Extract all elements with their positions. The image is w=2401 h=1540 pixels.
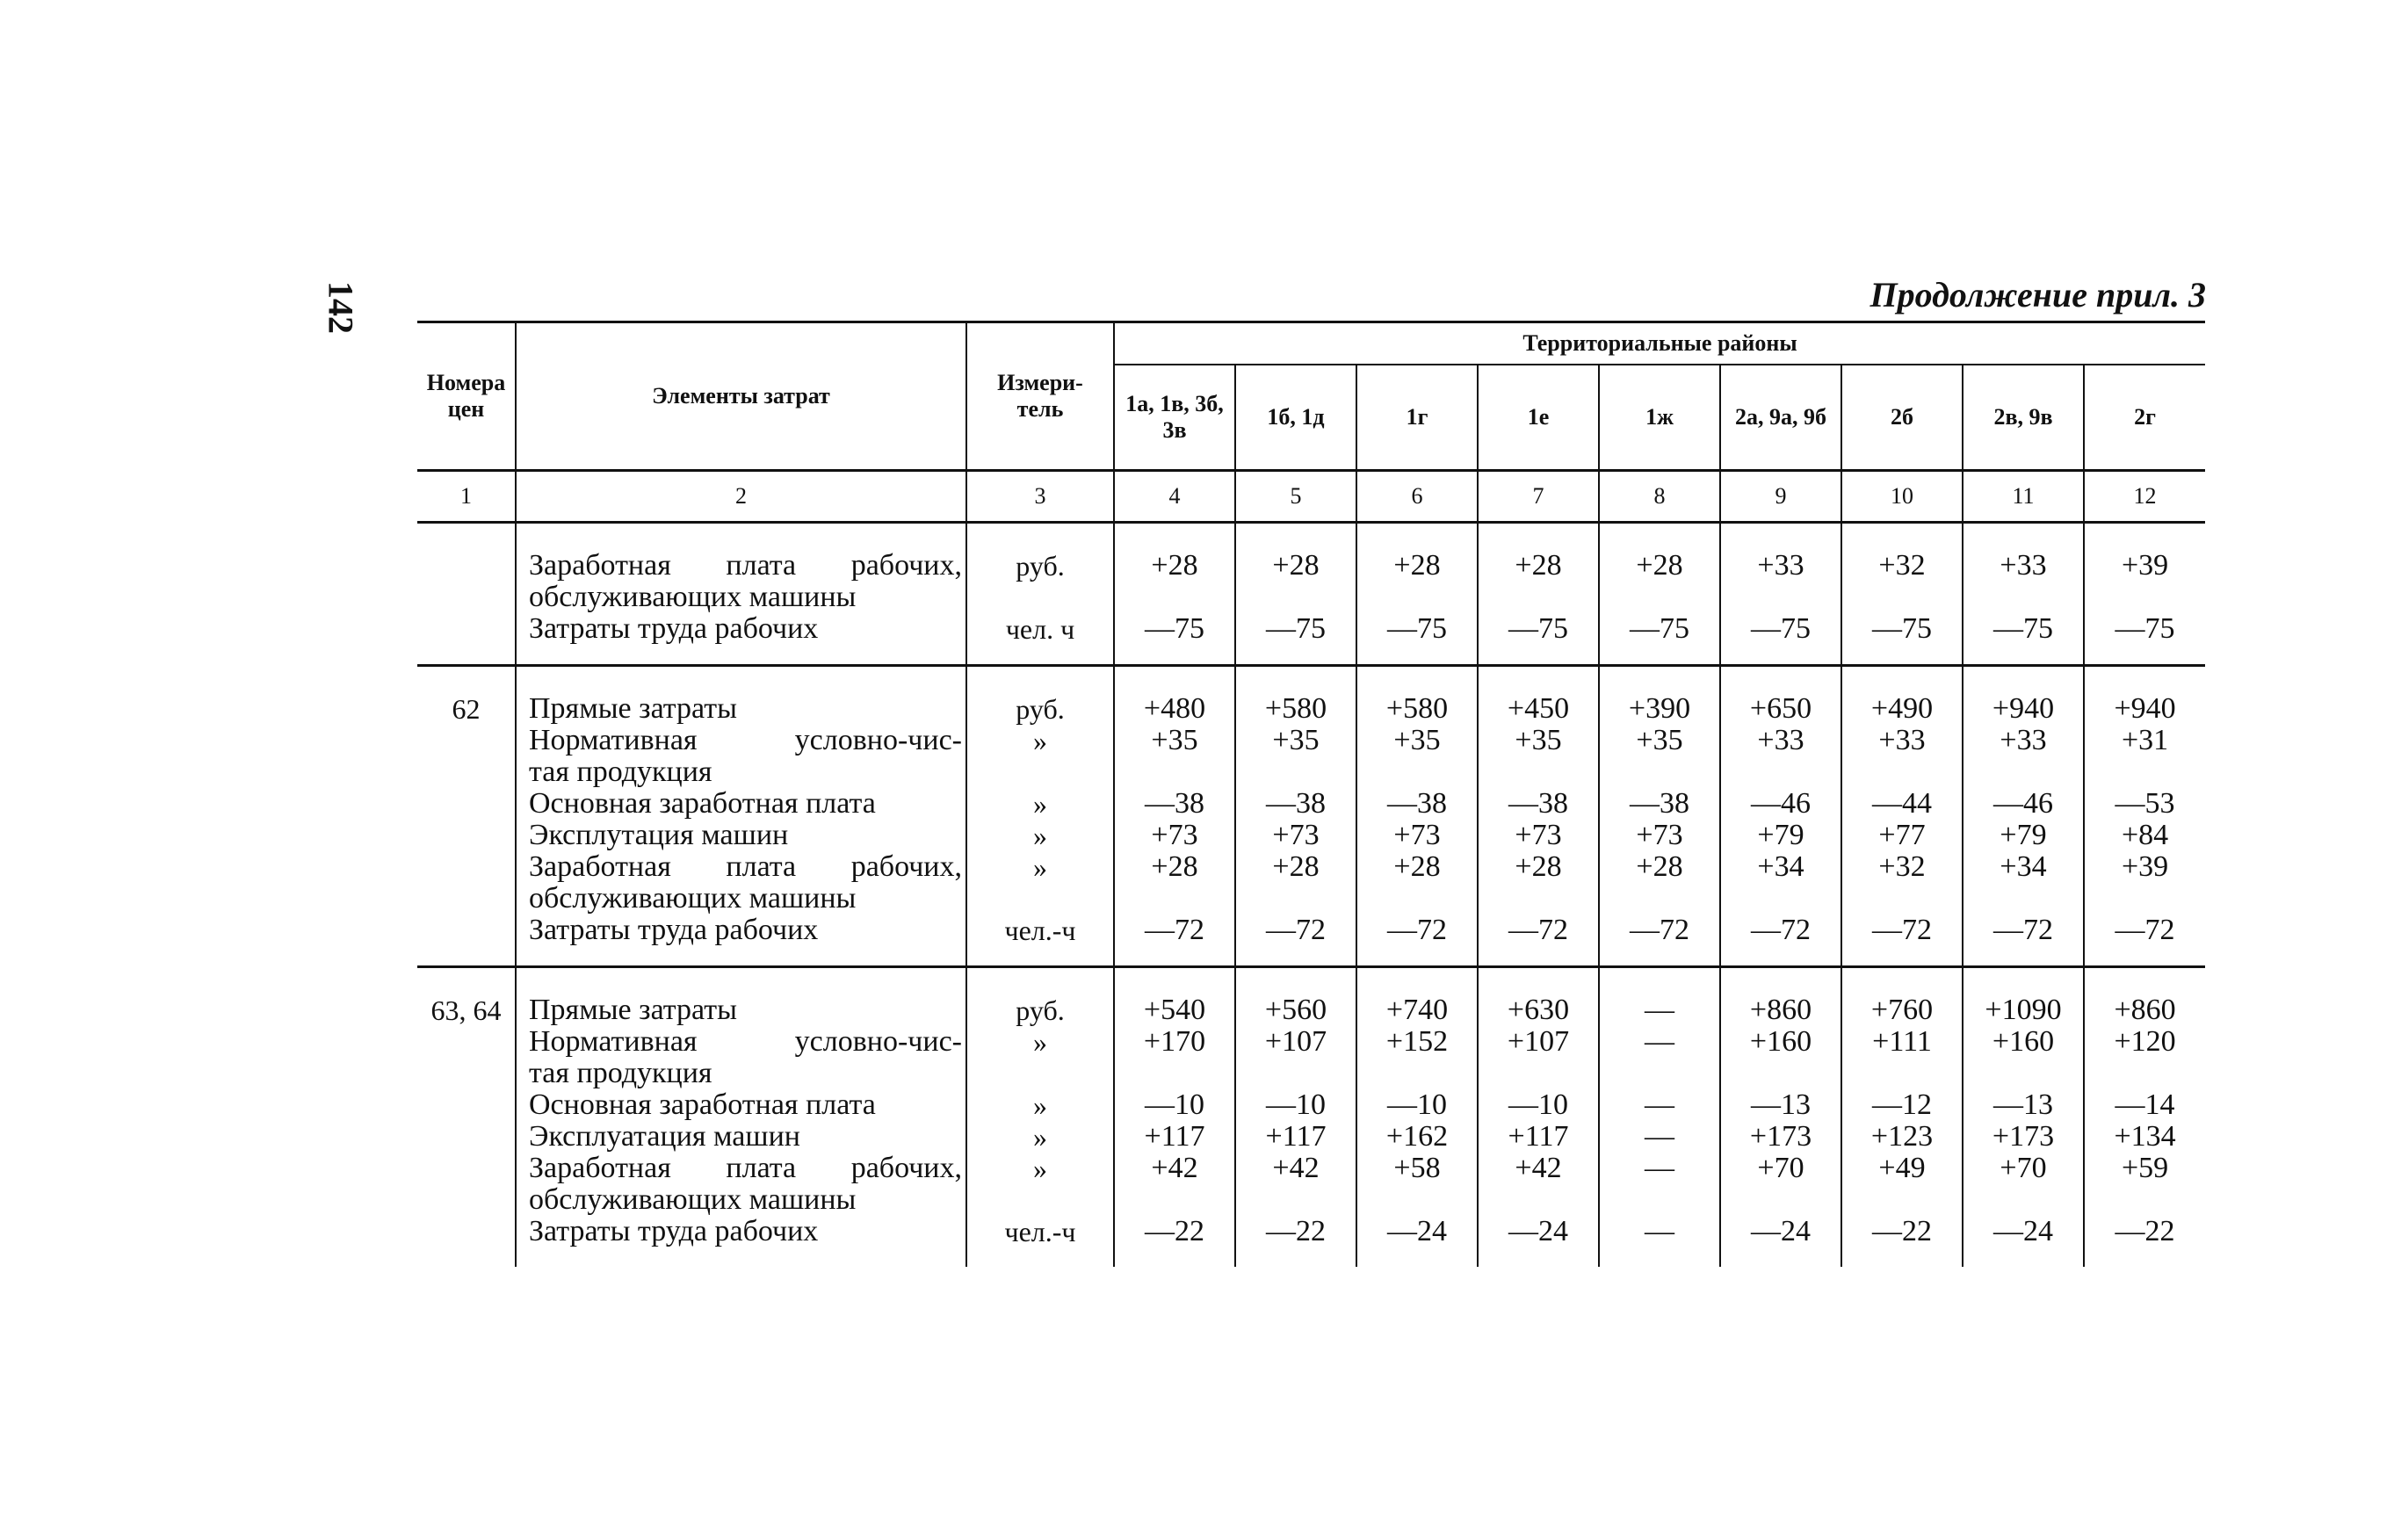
adjustment-value: — (1645, 1088, 1674, 1121)
cost-element-line: Нормативная условно-чис- (529, 1025, 962, 1058)
adjustment-value: +120 (2114, 1025, 2176, 1058)
adjustment-value: +58 (1393, 1152, 1441, 1184)
region-values-col-7 (1478, 522, 1599, 665)
region-values-col-11 (1963, 665, 2084, 966)
adjustment-value (1115, 756, 1234, 788)
adjustment-value: —75 (1872, 612, 1932, 645)
unit-value (967, 756, 1113, 788)
header-region-5: 1ж (1599, 365, 1720, 471)
cost-element-line: Затраты труда рабочих (529, 1215, 819, 1247)
unit-value (967, 883, 1113, 915)
unit-value: чел. ч (1005, 612, 1075, 645)
region-values-col-6 (1356, 966, 1478, 1267)
adjustment-value (1479, 756, 1598, 788)
adjustment-value: —13 (1993, 1088, 2053, 1121)
cost-element-line: обслуживающих машины (529, 882, 857, 915)
column-number-9: 9 (1720, 470, 1841, 522)
adjustment-value: +28 (1636, 850, 1683, 883)
adjustment-value (1479, 1058, 1598, 1089)
adjustment-value: +160 (1749, 1025, 1812, 1058)
adjustment-value: +39 (2121, 549, 2169, 582)
adjustment-value: —46 (1751, 787, 1811, 820)
unit-value: руб. (1016, 994, 1065, 1026)
adjustment-value: +28 (1515, 549, 1562, 582)
header-unit: Измери-тель (966, 322, 1114, 471)
adjustment-value (2085, 1058, 2205, 1089)
adjustment-value: +42 (1151, 1152, 1198, 1184)
region-values-col-7 (1478, 966, 1599, 1267)
adjustment-value (2085, 1184, 2205, 1216)
adjustment-value (1479, 1184, 1598, 1216)
page-number: 142 (321, 281, 361, 334)
adjustment-value (1479, 883, 1598, 915)
adjustment-value: +73 (1151, 819, 1198, 851)
column-number-11: 11 (1963, 470, 2084, 522)
region-values-col-9 (1720, 665, 1841, 966)
unit-value: » (1033, 787, 1047, 820)
adjustment-value (1357, 1184, 1477, 1216)
adjustment-value (1842, 582, 1962, 613)
adjustment-value: +59 (2121, 1152, 2169, 1184)
adjustment-value: —10 (1145, 1088, 1204, 1121)
adjustment-value: —72 (1387, 914, 1447, 946)
region-values-col-4 (1114, 966, 1235, 1267)
adjustment-value: —38 (1145, 787, 1204, 820)
unit-value: » (1033, 724, 1047, 756)
adjustment-value: —44 (1872, 787, 1932, 820)
adjustment-value (1115, 1058, 1234, 1089)
adjustment-value (2085, 756, 2205, 788)
adjustment-value (1357, 756, 1477, 788)
adjustment-value: —72 (1872, 914, 1932, 946)
region-values-col-10 (1841, 665, 1963, 966)
adjustment-value: +35 (1393, 724, 1441, 756)
adjustment-value: +28 (1151, 850, 1198, 883)
adjustment-value: +28 (1393, 549, 1441, 582)
adjustment-value (1115, 883, 1234, 915)
adjustment-value: —75 (1630, 612, 1689, 645)
column-number-1: 1 (417, 470, 516, 522)
unit-value: руб. (1016, 692, 1065, 725)
unit-value: руб. (1016, 549, 1065, 582)
cost-element-line: тая продукция (529, 756, 712, 788)
header-region-4: 1е (1478, 365, 1599, 471)
adjustment-value (1236, 883, 1356, 915)
column-number-2: 2 (516, 470, 966, 522)
adjustment-value: +34 (1757, 850, 1804, 883)
unit-value: » (1033, 1025, 1047, 1058)
header-region-9: 2г (2084, 365, 2205, 471)
region-values-col-4 (1114, 665, 1235, 966)
adjustment-value: —72 (1145, 914, 1204, 946)
region-values-col-10 (1841, 522, 1963, 665)
column-number-8: 8 (1599, 470, 1720, 522)
cost-element-line: Основная заработная плата (529, 787, 876, 820)
adjustment-value: —12 (1872, 1088, 1932, 1121)
adjustment-value: +28 (1515, 850, 1562, 883)
adjustment-value: —22 (1872, 1215, 1932, 1247)
adjustment-value: +35 (1636, 724, 1683, 756)
header-region-8: 2в, 9в (1963, 365, 2084, 471)
region-values-col-6 (1356, 665, 1478, 966)
adjustment-value: —53 (2115, 787, 2175, 820)
region-values-col-8 (1599, 665, 1720, 966)
continuation-caption: Продолжение прил. 3 (1869, 275, 2206, 315)
region-values-col-11 (1963, 966, 2084, 1267)
cost-element-line: Затраты труда рабочих (529, 612, 819, 645)
adjustment-value (2085, 883, 2205, 915)
adjustment-value: +79 (2000, 819, 2047, 851)
region-values-col-9 (1720, 966, 1841, 1267)
adjustment-value: +70 (1757, 1152, 1804, 1184)
adjustment-value: —46 (1993, 787, 2053, 820)
adjustment-value (1600, 1058, 1719, 1089)
cost-element-line: Эксплуатация машин (529, 1120, 800, 1153)
adjustment-value (1600, 582, 1719, 613)
adjustment-value: —72 (1751, 914, 1811, 946)
adjustment-value (1963, 1184, 2083, 1216)
region-values-col-12 (2084, 966, 2205, 1267)
region-values-col-6 (1356, 522, 1478, 665)
header-region-3: 1г (1356, 365, 1478, 471)
units (966, 522, 1114, 665)
adjustment-value: —38 (1630, 787, 1689, 820)
adjustment-value: +940 (2114, 692, 2176, 725)
adjustment-value: +33 (2000, 549, 2047, 582)
adjustment-value: +390 (1628, 692, 1691, 725)
adjustment-value: +34 (2000, 850, 2047, 883)
adjustment-value: —24 (1751, 1215, 1811, 1247)
column-number-4: 4 (1114, 470, 1235, 522)
table-row (417, 966, 2205, 1267)
adjustment-value: +111 (1872, 1025, 1932, 1058)
adjustment-value: —22 (1145, 1215, 1204, 1247)
adjustment-value: +117 (1508, 1120, 1569, 1153)
adjustment-value (1963, 582, 2083, 613)
adjustment-value (1357, 1058, 1477, 1089)
region-values-col-12 (2084, 665, 2205, 966)
adjustment-value: — (1645, 1152, 1674, 1184)
adjustment-value: +1090 (1985, 994, 2062, 1026)
adjustment-value: +28 (1272, 850, 1320, 883)
adjustment-value (1721, 756, 1841, 788)
adjustment-value (1721, 582, 1841, 613)
cost-elements (516, 522, 966, 665)
region-values-col-5 (1235, 665, 1356, 966)
adjustment-value (1963, 756, 2083, 788)
adjustment-value: +134 (2114, 1120, 2176, 1153)
adjustment-value (1600, 756, 1719, 788)
adjustment-value: +33 (2000, 724, 2047, 756)
header-region-1: 1а, 1в, 3б, 3в (1114, 365, 1235, 471)
column-number-5: 5 (1235, 470, 1356, 522)
adjustment-value: —14 (2115, 1088, 2175, 1121)
price-number: 62 (452, 692, 481, 725)
cost-element-line: Заработная плата рабочих, (529, 850, 962, 883)
adjustment-value: —75 (1266, 612, 1326, 645)
region-values-col-10 (1841, 966, 1963, 1267)
adjustment-value: +28 (1636, 549, 1683, 582)
header-region-6: 2а, 9а, 9б (1720, 365, 1841, 471)
unit-value: чел.-ч (1004, 1215, 1076, 1247)
region-values-col-5 (1235, 966, 1356, 1267)
adjustment-value: — (1645, 1215, 1674, 1247)
adjustment-value (1721, 1058, 1841, 1089)
adjustment-value: +32 (1878, 549, 1926, 582)
adjustment-value: —22 (1266, 1215, 1326, 1247)
adjustment-value: —38 (1508, 787, 1568, 820)
adjustment-value: +107 (1507, 1025, 1570, 1058)
adjustment-value: +560 (1264, 994, 1327, 1026)
adjustment-value: —24 (1508, 1215, 1568, 1247)
adjustment-value: +580 (1264, 692, 1327, 725)
cost-element-line: Основная заработная плата (529, 1088, 876, 1121)
cost-element-line: Прямые затраты (529, 994, 737, 1026)
adjustment-value: +31 (2121, 724, 2169, 756)
cost-element-line: обслуживающих машины (529, 581, 857, 613)
adjustment-value: +49 (1878, 1152, 1926, 1184)
adjustment-value: +77 (1878, 819, 1926, 851)
adjustment-value: +860 (1749, 994, 1812, 1026)
region-values-col-7 (1478, 665, 1599, 966)
unit-value (967, 582, 1113, 613)
adjustment-value: +630 (1507, 994, 1570, 1026)
adjustment-value (1963, 883, 2083, 915)
adjustment-value: +70 (2000, 1152, 2047, 1184)
adjustment-value: — (1645, 994, 1674, 1026)
adjustment-value: +35 (1272, 724, 1320, 756)
adjustment-value: —72 (2115, 914, 2175, 946)
adjustment-value: —72 (1508, 914, 1568, 946)
column-number-10: 10 (1841, 470, 1963, 522)
adjustment-value: —13 (1751, 1088, 1811, 1121)
adjustment-value: —75 (1993, 612, 2053, 645)
adjustment-value (2085, 582, 2205, 613)
adjustment-value: +450 (1507, 692, 1570, 725)
unit-value (967, 1184, 1113, 1216)
adjustment-value: —10 (1266, 1088, 1326, 1121)
adjustment-value: +84 (2121, 819, 2169, 851)
adjustment-value: +28 (1393, 850, 1441, 883)
cost-element-line: Нормативная условно-чис- (529, 724, 962, 756)
adjustment-value: — (1645, 1025, 1674, 1058)
table-body (417, 522, 2205, 1267)
cost-elements (516, 966, 966, 1267)
adjustment-value: +580 (1385, 692, 1449, 725)
header-region-2: 1б, 1д (1235, 365, 1356, 471)
adjustment-value (1963, 1058, 2083, 1089)
adjustment-value: +540 (1143, 994, 1206, 1026)
adjustment-value: +73 (1393, 819, 1441, 851)
cost-element-line: Затраты труда рабочих (529, 914, 819, 946)
adjustment-value (1236, 582, 1356, 613)
price-number: 63, 64 (430, 994, 502, 1026)
unit-value: » (1033, 1120, 1047, 1153)
adjustment-value: +123 (1870, 1120, 1934, 1153)
adjustment-value (1115, 1184, 1234, 1216)
price-number (417, 522, 516, 665)
unit-value: » (1033, 819, 1047, 851)
unit-value: чел.-ч (1004, 914, 1076, 946)
column-number-7: 7 (1478, 470, 1599, 522)
adjustment-value: +79 (1757, 819, 1804, 851)
adjustment-value (1842, 883, 1962, 915)
adjustment-value: —75 (1508, 612, 1568, 645)
adjustment-value: +117 (1144, 1120, 1205, 1153)
adjustment-value: +35 (1515, 724, 1562, 756)
adjustment-value: —22 (2115, 1215, 2175, 1247)
header-cost-elements: Элементы затрат (516, 322, 966, 471)
adjustment-value: +173 (1992, 1120, 2055, 1153)
adjustment-value (1721, 1184, 1841, 1216)
adjustment-value (1842, 1058, 1962, 1089)
column-number-6: 6 (1356, 470, 1478, 522)
adjustment-value: +480 (1143, 692, 1206, 725)
adjustment-value (1236, 756, 1356, 788)
adjustment-value: — (1645, 1120, 1674, 1153)
adjustment-value (1236, 1058, 1356, 1089)
adjustment-value: +35 (1151, 724, 1198, 756)
column-number-3: 3 (966, 470, 1114, 522)
adjustment-value: —38 (1266, 787, 1326, 820)
unit-value (967, 1058, 1113, 1089)
adjustment-value (1600, 883, 1719, 915)
adjustment-value (1721, 883, 1841, 915)
adjustment-value (1600, 1184, 1719, 1216)
adjustment-value: +162 (1385, 1120, 1449, 1153)
adjustment-value: +760 (1870, 994, 1934, 1026)
adjustment-value: +42 (1515, 1152, 1562, 1184)
adjustment-value: +160 (1992, 1025, 2055, 1058)
header-territorial-regions: Территориальные районы (1114, 322, 2205, 365)
adjustment-value: +490 (1870, 692, 1934, 725)
adjustment-value (1236, 1184, 1356, 1216)
cost-element-line: обслуживающих машины (529, 1183, 857, 1216)
region-values-col-8 (1599, 966, 1720, 1267)
cost-adjustment-table (417, 321, 2205, 1267)
adjustment-value: +650 (1749, 692, 1812, 725)
header-price-numbers: Номера цен (417, 322, 516, 471)
adjustment-value: —38 (1387, 787, 1447, 820)
region-values-col-4 (1114, 522, 1235, 665)
cost-element-line: Заработная плата рабочих, (529, 1152, 962, 1184)
adjustment-value (1115, 582, 1234, 613)
adjustment-value: +28 (1272, 549, 1320, 582)
adjustment-value: +33 (1878, 724, 1926, 756)
adjustment-value: +39 (2121, 850, 2169, 883)
adjustment-value: —75 (2115, 612, 2175, 645)
adjustment-value: —10 (1387, 1088, 1447, 1121)
adjustment-value: —75 (1751, 612, 1811, 645)
adjustment-value: +42 (1272, 1152, 1320, 1184)
region-values-col-12 (2084, 522, 2205, 665)
adjustment-value: +107 (1264, 1025, 1327, 1058)
table-row (417, 665, 2205, 966)
unit-value: » (1033, 1088, 1047, 1121)
region-values-col-11 (1963, 522, 2084, 665)
adjustment-value (1479, 582, 1598, 613)
adjustment-value: +940 (1992, 692, 2055, 725)
adjustment-value: +170 (1143, 1025, 1206, 1058)
region-values-col-8 (1599, 522, 1720, 665)
units (966, 665, 1114, 966)
cost-element-line: Эксплутация машин (529, 819, 789, 851)
adjustment-value: +173 (1749, 1120, 1812, 1153)
adjustment-value (1842, 1184, 1962, 1216)
column-number-12: 12 (2084, 470, 2205, 522)
cost-element-line: тая продукция (529, 1057, 712, 1089)
unit-value: » (1033, 850, 1047, 883)
adjustment-value: —72 (1630, 914, 1689, 946)
adjustment-value (1357, 883, 1477, 915)
unit-value: » (1033, 1152, 1047, 1184)
header-column-numbers (417, 470, 2205, 522)
adjustment-value (1842, 756, 1962, 788)
adjustment-value: +152 (1385, 1025, 1449, 1058)
header-group-row (417, 322, 2205, 365)
table-row (417, 522, 2205, 665)
adjustment-value: +33 (1757, 549, 1804, 582)
adjustment-value: +740 (1385, 994, 1449, 1026)
adjustment-value: —24 (1387, 1215, 1447, 1247)
adjustment-value: —72 (1266, 914, 1326, 946)
adjustment-value: +73 (1515, 819, 1562, 851)
adjustment-value: +32 (1878, 850, 1926, 883)
adjustment-value: +73 (1272, 819, 1320, 851)
adjustment-value: +33 (1757, 724, 1804, 756)
cost-elements (516, 665, 966, 966)
adjustment-value: —24 (1993, 1215, 2053, 1247)
adjustment-value: +28 (1151, 549, 1198, 582)
header-region-7: 2б (1841, 365, 1963, 471)
adjustment-value: —10 (1508, 1088, 1568, 1121)
adjustment-value: +117 (1265, 1120, 1327, 1153)
adjustment-value: —75 (1387, 612, 1447, 645)
adjustment-value: —75 (1145, 612, 1204, 645)
adjustment-value: +860 (2114, 994, 2176, 1026)
region-values-col-5 (1235, 522, 1356, 665)
adjustment-value: +73 (1636, 819, 1683, 851)
cost-element-line: Прямые затраты (529, 692, 737, 725)
adjustment-value (1357, 582, 1477, 613)
adjustment-value: —72 (1993, 914, 2053, 946)
cost-element-line: Заработная плата рабочих, (529, 549, 962, 582)
region-values-col-9 (1720, 522, 1841, 665)
units (966, 966, 1114, 1267)
